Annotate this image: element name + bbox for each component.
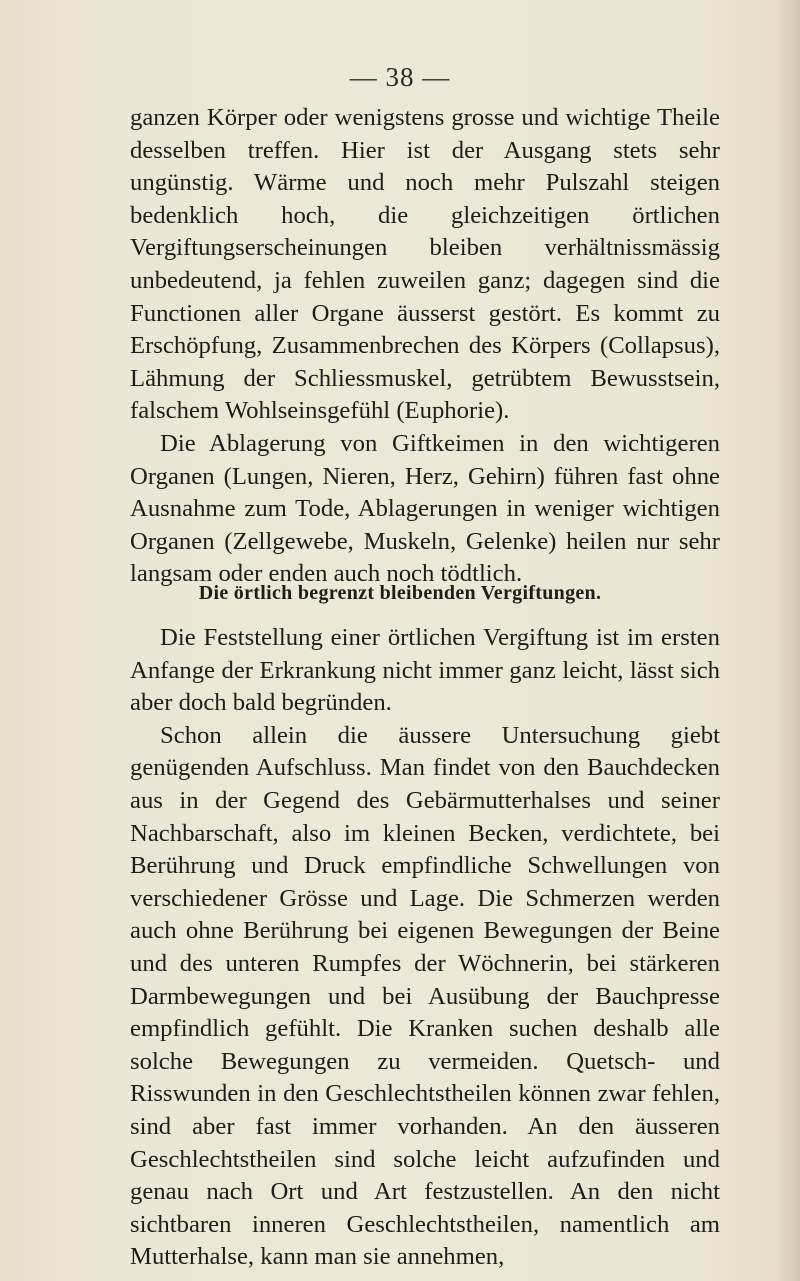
paragraph-ablagerung: Die Ablagerung von Giftkeimen in den wichtigeren Organen (Lungen, Nieren, Herz, Gehirn) führen fast ohne Ausnahme zum Tode, Ablagerungen in weniger wichtigen Organen (Zellgewebe, Muskeln, Gelenke) heilen nur sehr langsam oder enden auch noch tödtlich. xyxy=(130,429,720,588)
paragraph-continuation: ganzen Körper oder wenigstens grosse und wichtige Theile desselben treffen. Hier ist der Ausgang stets sehr ungünstig. Wärme und noch mehr Pulszahl steigen bedenklich hoch, die gleichzeitigen örtlichen Vergiftungserscheinungen bleiben verhältnissmässig unbedeutend, ja fehlen zuweilen ganz; dagegen sind die Functionen aller Organe äusserst gestört. Es kommt zu Erschöpfung, Zusammenbrechen des Körpers (Collapsus), Lähmung der Schliessmuskel, getrübtem Bewusstsein, falschem Wohlseinsgefühl (Euphorie). xyxy=(130,104,720,425)
text-block-top xyxy=(130,102,720,591)
page-number: — 38 — xyxy=(349,62,451,92)
section-heading: Die örtlich begrenzt bleibenden Vergiftungen. xyxy=(198,582,602,604)
page-edge-shadow xyxy=(778,0,800,1281)
paragraph-untersuchung: Schon allein die äussere Untersuchung giebt genügenden Aufschluss. Man findet von den Bauchdecken aus in der Gegend des Gebärmutterhalses und seiner Nachbarschaft, also im kleinen Becken, verdichtete, bei Berührung und Druck empfindliche Schwellungen von verschiedener Grösse und Lage. Die Schmerzen werden auch ohne Berührung bei eigenen Bewegungen der Beine und des unteren Rumpfes der Wöchnerin, bei stärkeren Darmbewegungen und bei Ausübung der Bauchpresse empfindlich gefühlt. Die Kranken suchen deshalb alle solche Bewegungen zu vermeiden. Quetsch- und Risswunden in den Geschlechtstheilen können zwar fehlen, sind aber fast immer vorhanden. An den äusseren Geschlechtstheilen sind solche leicht aufzufinden und genau nach Ort und Art festzustellen. An den nicht sichtbaren inneren Geschlechtstheilen, namentlich am Mutterhalse, kann man sie annehmen, xyxy=(130,721,720,1271)
paragraph-feststellung: Die Feststellung einer örtlichen Vergiftung ist im ersten Anfange der Erkrankung nicht immer ganz leicht, lässt sich aber doch bald begründen. xyxy=(130,624,720,717)
text-block-bottom xyxy=(130,622,720,1274)
